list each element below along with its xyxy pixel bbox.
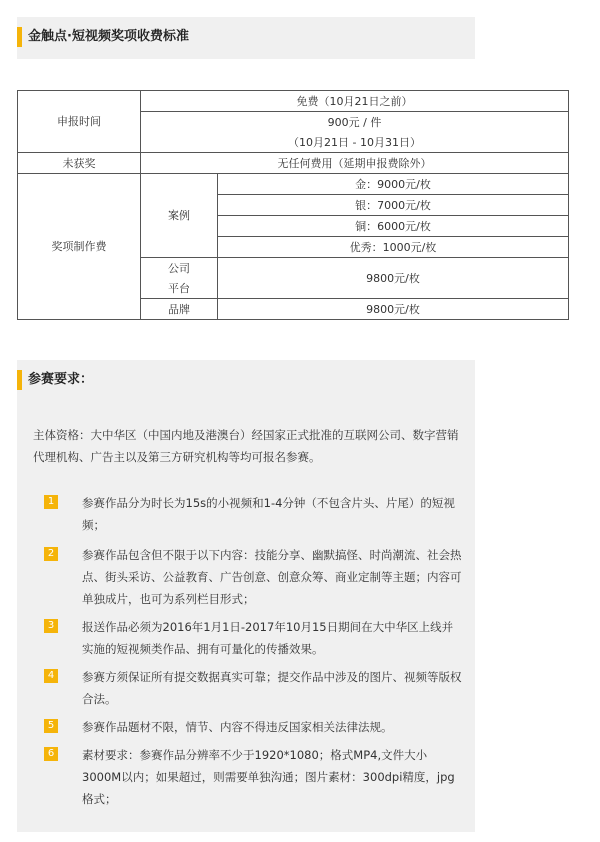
requirement-text: 参赛方须保证所有提交数据真实可靠；提交作品中涉及的图片、视频等版权合法。 (82, 670, 462, 706)
number-badge: 2 (44, 547, 58, 561)
accent-bar (17, 27, 22, 47)
list-item (44, 716, 464, 738)
section-header-fees (17, 17, 475, 59)
requirement-text: 报送作品必须为2016年1月1日-2017年10月15日期间在大中华区上线并实施的短视频类作品、拥有可量化的传播效果。 (82, 620, 454, 656)
no-award-label: 未获奖 (18, 153, 141, 174)
accent-bar (17, 370, 22, 390)
list-item (44, 744, 464, 810)
section-title-requirements: 参赛要求： (28, 372, 94, 387)
brand-label: 品牌 (141, 299, 218, 320)
number-badge: 6 (44, 747, 58, 761)
case-gold: 金：9000元/枚 (218, 174, 569, 195)
number-badge: 1 (44, 495, 58, 509)
table-row (18, 91, 569, 112)
eligibility-text: 主体资格：大中华区（中国内地及港澳台）经国家正式批准的互联网公司、数字营销代理机构、广告主以及第三方研究机构等均可报名参赛。 (33, 428, 459, 464)
requirement-text: 参赛作品包含但不限于以下内容：技能分享、幽默搞怪、时尚潮流、社会热点、街头采访、公益教育、广告创意、创意众筹、商业定制等主题；内容可单独成片，也可为系列栏目形式； (82, 548, 462, 606)
fee-table (17, 90, 569, 320)
apply-free-cell: 免费（10月21日之前） (141, 91, 569, 112)
company-value: 9800元/枚 (218, 258, 569, 299)
case-label: 案例 (141, 174, 218, 258)
apply-paid-period: （10月21日 - 10月31日） (141, 132, 569, 153)
requirements-list (44, 492, 464, 810)
table-row (18, 153, 569, 174)
table-row (18, 174, 569, 195)
requirement-text: 参赛作品题材不限，情节、内容不得违反国家相关法律法规。 (82, 720, 393, 734)
list-item (44, 492, 464, 536)
no-award-value: 无任何费用（延期申报费除外） (141, 153, 569, 174)
company-label-line1: 公司 (141, 258, 218, 279)
case-excellent: 优秀：1000元/枚 (218, 237, 569, 258)
number-badge: 4 (44, 669, 58, 683)
apply-paid-price: 900元 / 件 (141, 112, 569, 133)
company-label-line2: 平台 (141, 278, 218, 299)
case-bronze: 铜：6000元/枚 (218, 216, 569, 237)
list-item (44, 666, 464, 710)
section-title-fees: 金触点·短视频奖项收费标准 (28, 29, 189, 44)
production-fee-label: 奖项制作费 (18, 174, 141, 320)
list-item (44, 544, 464, 610)
apply-time-label: 申报时间 (18, 91, 141, 153)
requirement-text: 素材要求：参赛作品分辨率不少于1920*1080；格式MP4,文件大小3000M以内；如果超过，则需要单独沟通；图片素材：300dpi精度，jpg格式； (82, 748, 455, 806)
requirement-text: 参赛作品分为时长为15s的小视频和1-4分钟（不包含片头、片尾）的短视频； (82, 496, 455, 532)
case-silver: 银：7000元/枚 (218, 195, 569, 216)
list-item (44, 616, 464, 660)
brand-value: 9800元/枚 (218, 299, 569, 320)
number-badge: 5 (44, 719, 58, 733)
number-badge: 3 (44, 619, 58, 633)
